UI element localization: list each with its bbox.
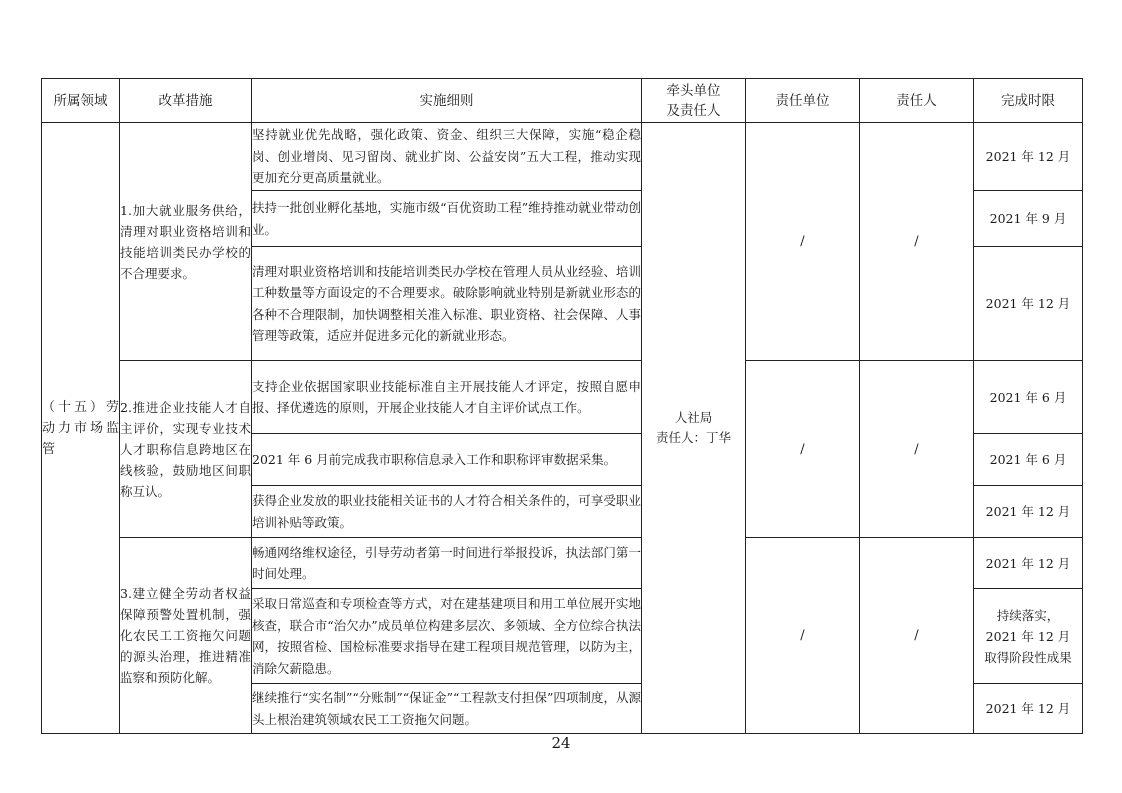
responsible-unit-cell: / <box>746 538 860 734</box>
detail-cell: 采取日常巡查和专项检查等方式，对在建基建项目和用工单位展开实地核查，联合市“治欠办”成员单位构建多层次、多领域、全方位综合执法网，按照省检、国检标准要求指导在建工程项目规范管理，以防为主，消除欠薪隐患。 <box>252 589 642 684</box>
header-detail: 实施细则 <box>252 79 642 123</box>
responsible-unit-cell: / <box>746 123 860 361</box>
deadline-cell: 2021 年 6 月 <box>974 361 1083 434</box>
deadline-cell: 2021 年 12 月 <box>974 486 1083 538</box>
header-responsible-person: 责任人 <box>860 79 974 123</box>
deadline-cell: 持续落实，2021 年 12 月取得阶段性成果 <box>974 589 1083 684</box>
responsible-person-cell: / <box>860 123 974 361</box>
header-row <box>42 79 1083 123</box>
detail-cell: 清理对职业资格培训和技能培训类民办学校在管理人员从业经验、培训工种数量等方面设定的不合理要求。破除影响就业特别是新就业形态的各种不合理限制，加快调整相关准入标准、职业资格、社会保障、人事管理等政策，适应并促进多元化的新就业形态。 <box>252 247 642 361</box>
deadline-cell: 2021 年 9 月 <box>974 191 1083 247</box>
responsible-unit-cell: / <box>746 361 860 538</box>
reform-measures-table <box>41 78 1083 734</box>
lead-person: 责任人：丁华 <box>655 430 731 445</box>
table-row <box>42 123 1083 191</box>
detail-cell: 支持企业依据国家职业技能标准自主开展技能人才评定，按照自愿申报、择优遴选的原则，开展企业技能人才自主评价试点工作。 <box>252 361 642 434</box>
table-row <box>42 538 1083 589</box>
measure-cell: 3.建立健全劳动者权益保障预警处置机制，强化农民工工资拖欠问题的源头治理，推进精准监察和预防化解。 <box>120 538 252 734</box>
header-domain: 所属领域 <box>42 79 120 123</box>
lead-unit-cell <box>642 123 746 734</box>
measure-cell: 1.加大就业服务供给，清理对职业资格培训和技能培训类民办学校的不合理要求。 <box>120 123 252 361</box>
page-number: 24 <box>551 734 571 752</box>
deadline-cell: 2021 年 6 月 <box>974 434 1083 486</box>
header-measure: 改革措施 <box>120 79 252 123</box>
table-row <box>42 361 1083 434</box>
detail-cell: 坚持就业优先战略，强化政策、资金、组织三大保障，实施“稳企稳岗、创业增岗、见习留岗、就业扩岗、公益安岗”五大工程，推动实现更加充分更高质量就业。 <box>252 123 642 191</box>
lead-unit: 人社局 <box>674 410 713 425</box>
deadline-cell: 2021 年 12 月 <box>974 247 1083 361</box>
responsible-person-cell: / <box>860 538 974 734</box>
measure-cell: 2.推进企业技能人才自主评价，实现专业技术人才职称信息跨地区在线核验，鼓励地区间职称互认。 <box>120 361 252 538</box>
responsible-person-cell: / <box>860 361 974 538</box>
detail-cell: 获得企业发放的职业技能相关证书的人才符合相关条件的，可享受职业培训补贴等政策。 <box>252 486 642 538</box>
detail-cell: 畅通网络维权途径，引导劳动者第一时间进行举报投诉，执法部门第一时间处理。 <box>252 538 642 589</box>
detail-cell: 扶持一批创业孵化基地，实施市级“百优资助工程”维持推动就业带动创业。 <box>252 191 642 247</box>
detail-cell: 2021 年 6 月前完成我市职称信息录入工作和职称评审数据采集。 <box>252 434 642 486</box>
header-responsible-unit: 责任单位 <box>746 79 860 123</box>
domain-cell: （十五）劳动力市场监管 <box>42 123 120 734</box>
header-deadline: 完成时限 <box>974 79 1083 123</box>
detail-cell: 继续推行“实名制”“分账制”“保证金”“工程款支付担保”四项制度，从源头上根治建筑领域农民工工资拖欠问题。 <box>252 684 642 734</box>
deadline-cell: 2021 年 12 月 <box>974 538 1083 589</box>
deadline-cell: 2021 年 12 月 <box>974 684 1083 734</box>
deadline-cell: 2021 年 12 月 <box>974 123 1083 191</box>
header-lead-unit: 牵头单位 及责任人 <box>642 79 746 123</box>
